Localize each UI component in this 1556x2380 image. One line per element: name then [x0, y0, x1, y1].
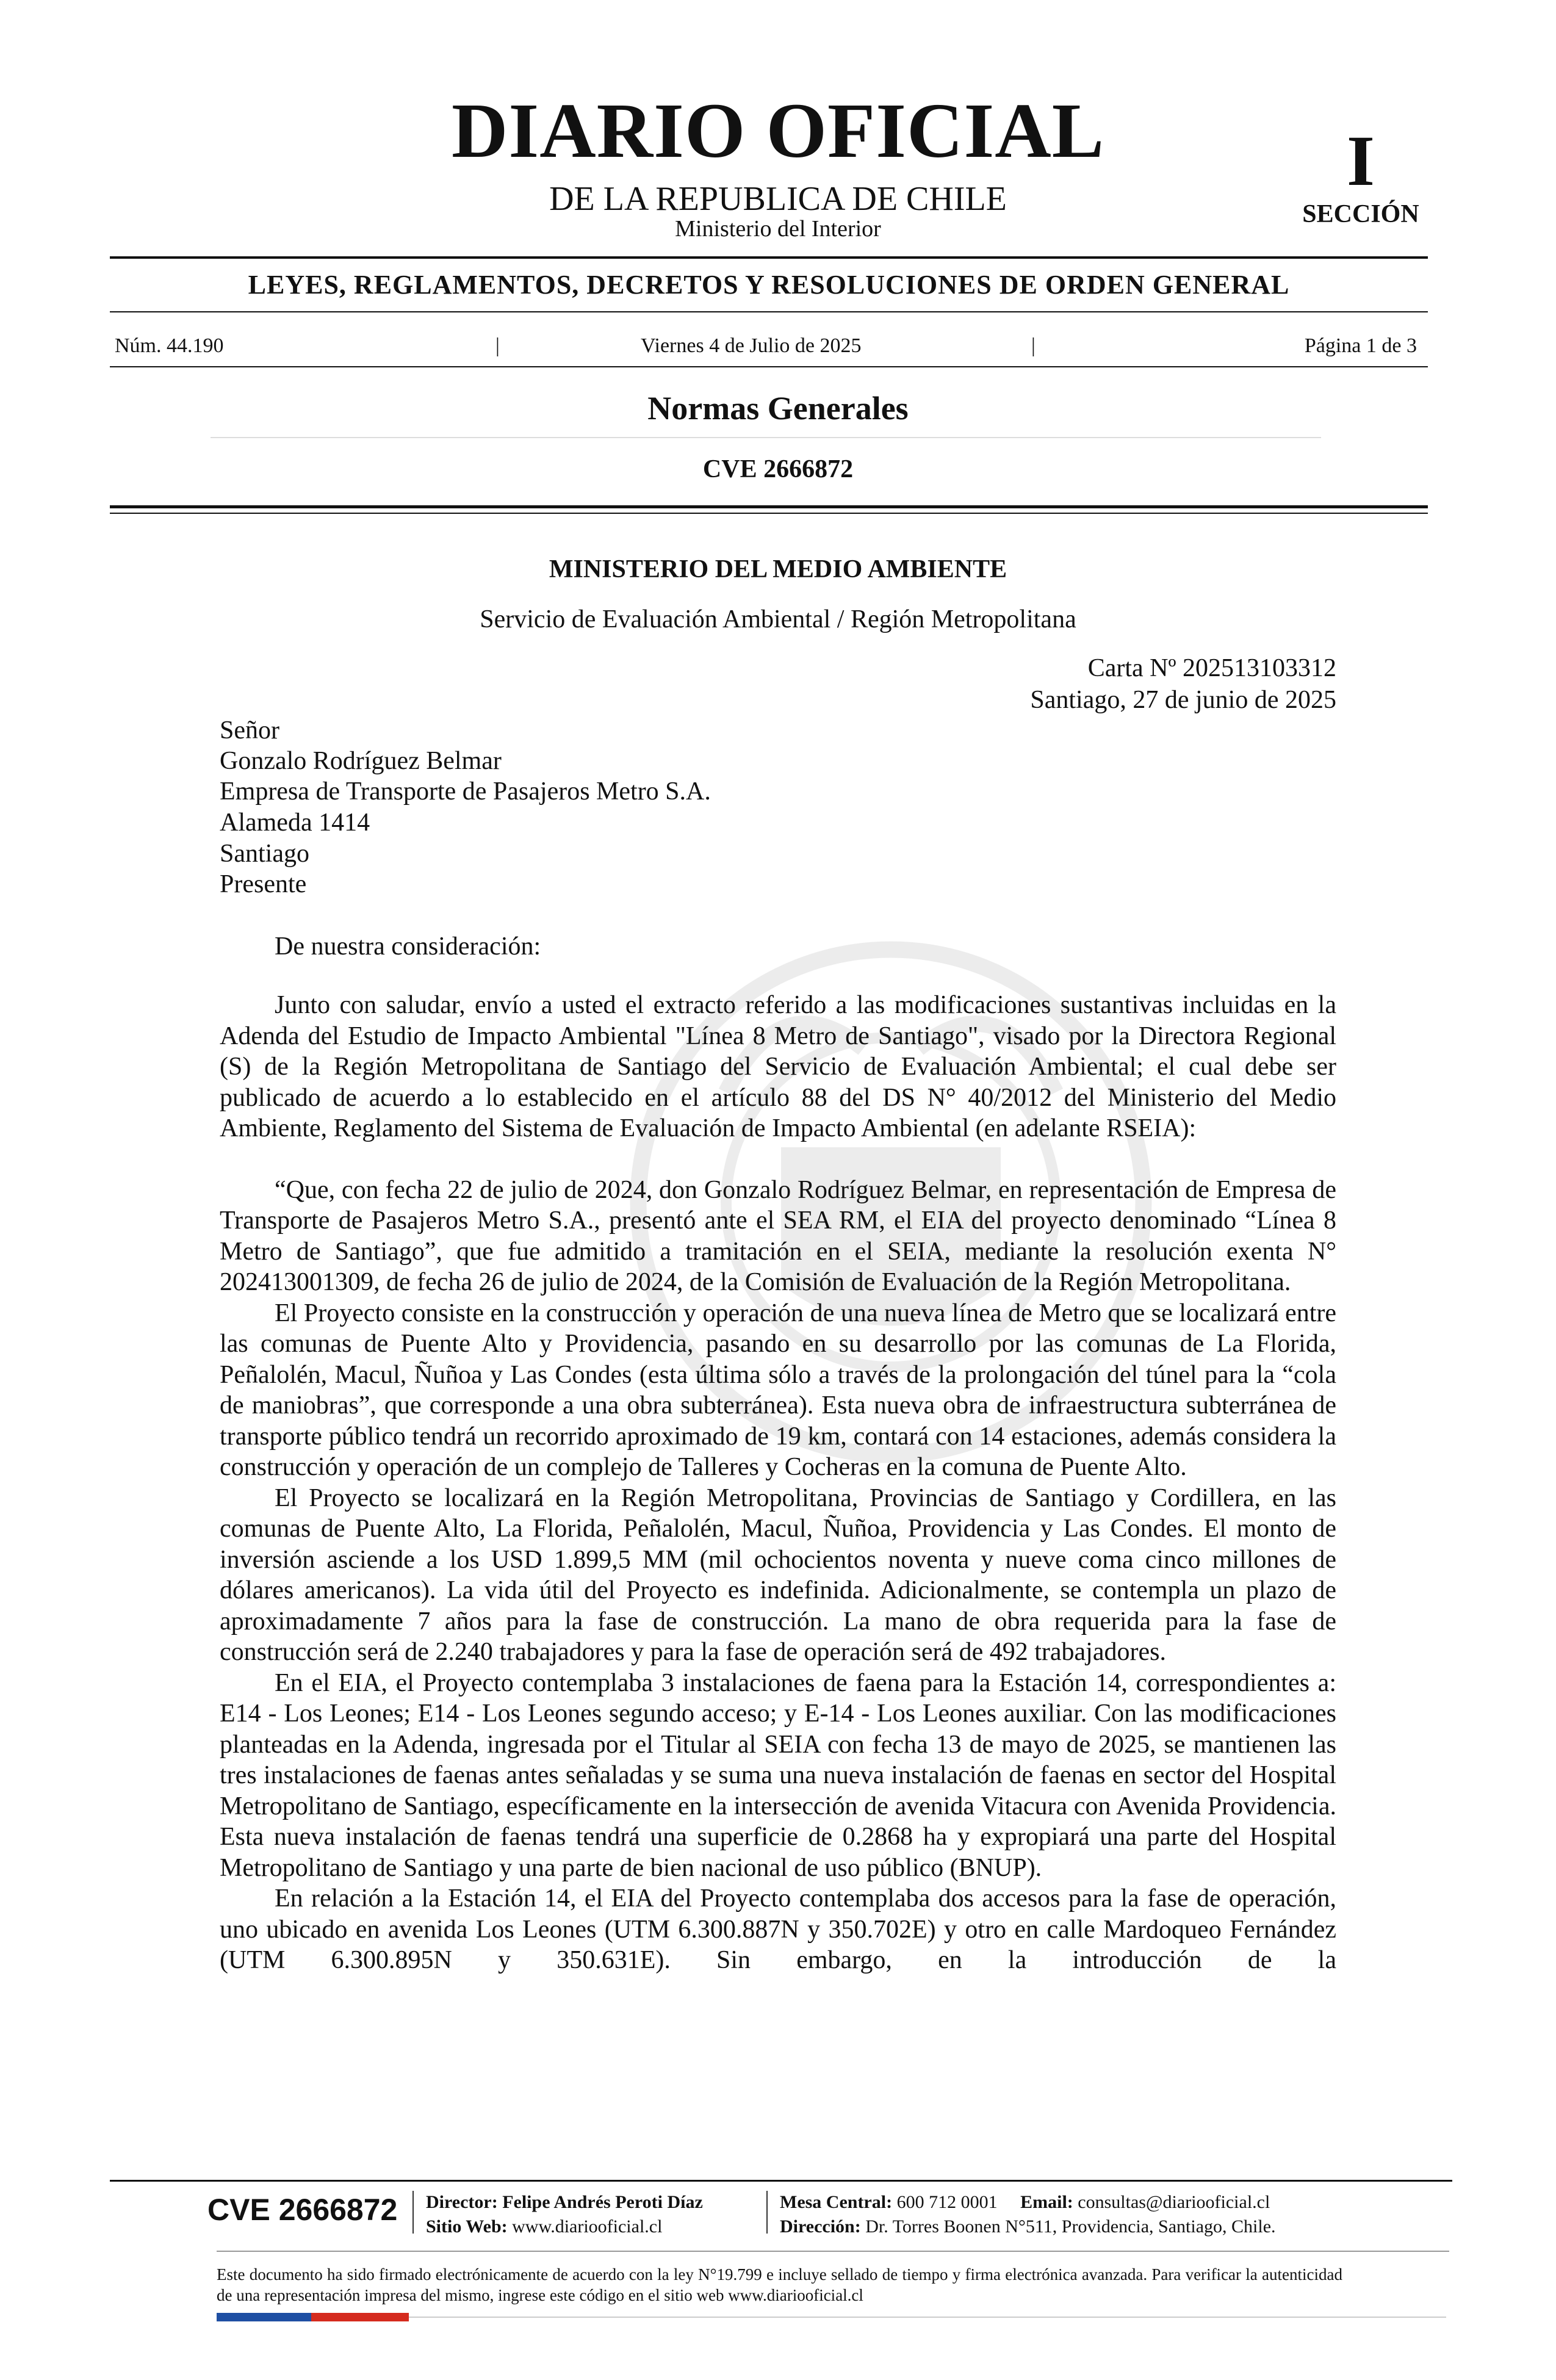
addressee-line: Presente: [220, 870, 307, 898]
footer-contact: [780, 2193, 1270, 2212]
address-label: Dirección:: [780, 2216, 861, 2237]
director-name: Felipe Andrés Peroti Díaz: [502, 2192, 703, 2212]
flag-stripe-red: [311, 2313, 409, 2321]
addressee-line: Gonzalo Rodríguez Belmar: [220, 747, 502, 775]
footer-rule: [110, 2180, 1452, 2182]
footer-director: [426, 2193, 703, 2212]
info-separator: |: [495, 334, 500, 357]
cve-code: CVE 2666872: [702, 455, 854, 483]
section-label: SECCIÓN: [1302, 200, 1419, 228]
issue-date: Viernes 4 de Julio de 2025: [641, 334, 862, 357]
section-title: Normas Generales: [647, 390, 909, 427]
director-label: Director:: [426, 2192, 498, 2212]
phone-number: 600 712 0001: [896, 2192, 998, 2212]
email-link[interactable]: consultas@diariooficial.cl: [1078, 2192, 1270, 2212]
body-paragraph: En el EIA, el Proyecto contemplaba 3 instalaciones de faena para la Estación 14, correspondientes a: E14 - Los Leones; E14 - Los Leones segundo acceso; y E-14 - Los Leones auxiliar. Con las modificaciones planteadas en la Adenda, ingresada por el Titular al SEIA con fecha 13 de mayo de 2025, se mantienen las tres instalaciones de faenas antes señaladas y se suma una nueva instalación de faenas en sector del Hospital Metropolitano de Santiago, específicamente en la intersección de avenida Vitacura con Avenida Providencia. Esta nueva instalación de faenas tendrá una superficie de 0.2868 ha y expropiará una parte del Hospital Metropolitano de Santiago y una parte de bien nacional de uso público (BNUP).: [220, 1668, 1336, 1882]
letter-place-date: Santiago, 27 de junio de 2025: [1030, 686, 1336, 714]
flag-stripe-line: [409, 2317, 1446, 2318]
newspaper-title: DIARIO OFICIAL: [451, 87, 1105, 174]
addressee-line: Santiago: [220, 840, 309, 868]
info-rule: [110, 366, 1428, 367]
letter-number: Carta Nº 202513103312: [1087, 654, 1336, 682]
body-paragraph: El Proyecto se localizará en la Región Metropolitana, Provincias de Santiago y Cordillera, en las comunas de Puente Alto, La Florida, Peñalolén, Macul, Ñuñoa, Providencia y Las Condes. El monto de inversión asciende a los USD 1.899,5 MM (mil ochocientos noventa y nueve coma cinco millones de dólares americanos). La vida útil del Proyecto es indefinida. Adicionalmente, se contempla un plazo de aproximadamente 7 años para la fase de construcción. La mano de obra requerida para la fase de construcción será de 2.240 trabajadores y para la fase de operación será de 492 trabajadores.: [220, 1484, 1336, 1666]
email-label: Email:: [1020, 2192, 1073, 2212]
body-paragraph: En relación a la Estación 14, el EIA del Proyecto contemplaba dos accesos para la fase de operación, uno ubicado en avenida Los Leones (UTM 6.300.887N y 350.702E) y otro en calle Mardoqueo Fernández (UTM 6.300.895N y 350.631E). Sin embargo, en la introducción de la: [220, 1884, 1336, 1974]
masthead-rule-top: [110, 256, 1428, 259]
footer-divider: [412, 2191, 414, 2234]
footer-cve-code: CVE 2666872: [207, 2193, 398, 2227]
section-title-rule: [211, 437, 1321, 438]
section-rule-thin: [110, 513, 1428, 514]
info-separator: |: [1031, 334, 1036, 357]
issuing-service: Servicio de Evaluación Ambiental / Región Metropolitana: [480, 605, 1076, 633]
newspaper-ministry: Ministerio del Interior: [675, 216, 881, 242]
intro-paragraph: Junto con saludar, envío a usted el extracto referido a las modificaciones sustantivas incluidas en la Adenda del Estudio de Impacto Ambiental "Línea 8 Metro de Santiago", visado por la Directora Regional (S) de la Región Metropolitana de Santiago del Servicio de Evaluación Ambiental; el cual debe ser publicado de acuerdo a lo establecido en el artículo 88 del DS N° 40/2012 del Ministerio del Medio Ambiente, Reglamento del Sistema de Evaluación de Impacto Ambiental (en adelante RSEIA):: [220, 991, 1336, 1142]
letter-body: [220, 990, 1336, 1976]
banner-rule: [110, 311, 1428, 312]
body-paragraph: “Que, con fecha 22 de julio de 2024, don Gonzalo Rodríguez Belmar, en representación de Empresa de Transporte de Pasajeros Metro S.A., presentó ante el SEA RM, el EIA del proyecto denominado “Línea 8 Metro de Santiago”, que fue admitido a tramitación en el SEIA, mediante la resolución exenta N° 202413001309, de fecha 26 de julio de 2024, de la Comisión de Evaluación de la Región Metropolitana.: [220, 1175, 1336, 1296]
page-indicator: Página 1 de 3: [1304, 334, 1417, 357]
greeting: De nuestra consideración:: [275, 932, 541, 961]
footer-website: [426, 2218, 662, 2236]
body-paragraph: El Proyecto consiste en la construcción y operación de una nueva línea de Metro que se localizará entre las comunas de Puente Alto y Providencia, pasando en su desarrollo por las comunas de La Florida, Peñalolén, Macul, Ñuñoa y Las Condes (esta última sólo a través de la prolongación del túnel para la “cola de maniobras”, que corresponde a una obra subterránea). Esta nueva obra de infraestructura subterránea de transporte público tendrá un recorrido aproximado de 19 km, contará con 14 estaciones, además considera la construcción y operación de un complejo de Talleres y Cocheras en la comuna de Puente Alto.: [220, 1299, 1336, 1481]
footer-divider: [766, 2191, 768, 2234]
address-value: Dr. Torres Boonen N°511, Providencia, Santiago, Chile.: [865, 2216, 1276, 2237]
issue-number: Núm. 44.190: [115, 334, 224, 357]
signature-disclaimer: Este documento ha sido firmado electrónicamente de acuerdo con la ley N°19.799 e incluye sellado de tiempo y firma electrónica avanzada. Para verificar la autenticidad de una representación impresa del mismo, ingrese este código en el sitio web www.diariooficial.cl: [217, 2265, 1342, 2304]
flag-stripe-blue: [217, 2313, 311, 2321]
laws-banner: LEYES, REGLAMENTOS, DECRETOS Y RESOLUCIONES DE ORDEN GENERAL: [248, 270, 1290, 300]
addressee-line: Señor: [220, 716, 279, 745]
website-link[interactable]: www.diariooficial.cl: [512, 2216, 663, 2237]
section-rule-thick: [110, 505, 1428, 508]
addressee-line: Alameda 1414: [220, 809, 370, 837]
newspaper-subtitle: DE LA REPUBLICA DE CHILE: [549, 180, 1007, 218]
addressee-line: Empresa de Transporte de Pasajeros Metro S.A.: [220, 777, 711, 806]
phone-label: Mesa Central:: [780, 2192, 893, 2212]
footer-rule-thin: [217, 2251, 1449, 2252]
section-number: I: [1347, 121, 1375, 201]
issuing-ministry: MINISTERIO DEL MEDIO AMBIENTE: [549, 555, 1007, 583]
footer-address: [780, 2218, 1276, 2236]
website-label: Sitio Web:: [426, 2216, 508, 2237]
